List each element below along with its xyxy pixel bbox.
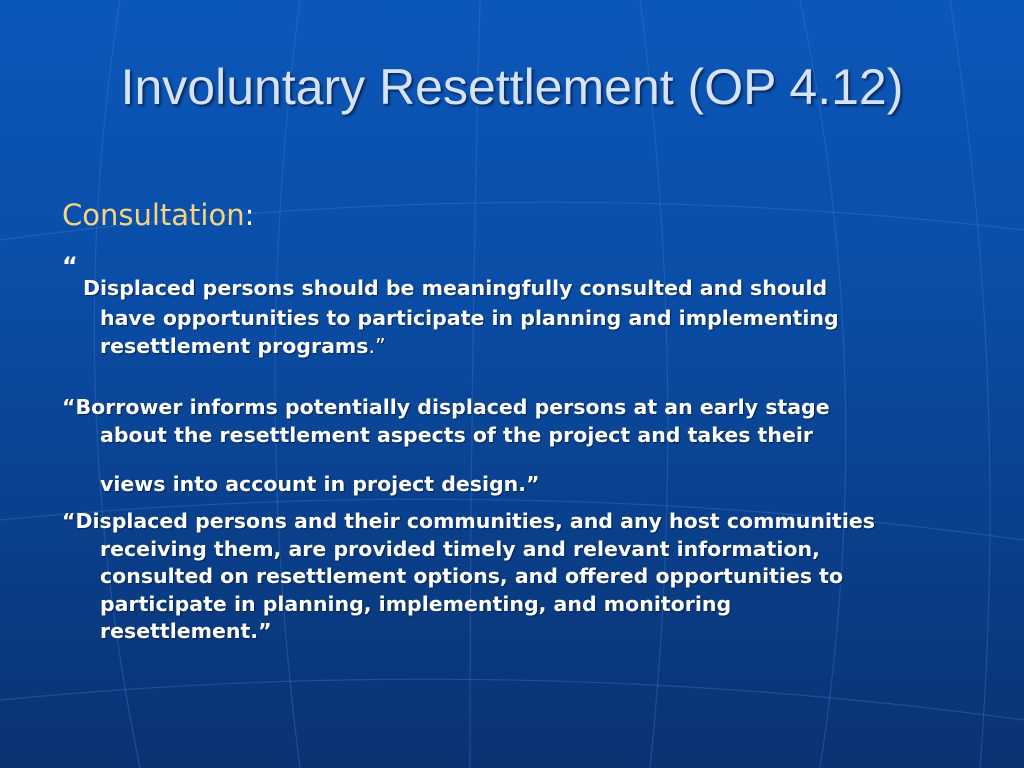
- quote1-line-2: have opportunities to participate in planning and implementing: [100, 306, 839, 330]
- section-heading-text: Consultation: [62, 198, 245, 232]
- quote3-line-2: receiving them, are provided timely and relevant information,: [100, 536, 820, 561]
- section-heading-colon: :: [244, 198, 255, 232]
- quote1-line-3: [62, 333, 972, 359]
- quote-borrower-informs: [62, 393, 972, 498]
- quote2-line-2: about the resettlement aspects of the project and takes their: [100, 423, 813, 447]
- quote1-line-1: Displaced persons should be meaningfully consulted and should: [83, 276, 828, 300]
- quote2-line-3: views into account in project design.”: [100, 472, 540, 496]
- quote3-line-4: participate in planning, implementing, and monitoring: [100, 591, 732, 616]
- quote3-line-3: consulted on resettlement options, and offered opportunities to: [100, 564, 844, 588]
- quote-consulted: [62, 273, 972, 359]
- quote1-close-mark: .”: [368, 334, 386, 358]
- quote-communities-informed: [62, 508, 972, 646]
- quote3-line-5: resettlement.”: [100, 619, 272, 643]
- quote2-line-1: “Borrower informs potentially displaced persons at an early stage: [62, 395, 830, 419]
- slide-title: Involuntary Resettlement (OP 4.12): [120, 59, 904, 115]
- quote3-line-1: “Displaced persons and their communities, and any host communities: [62, 509, 875, 533]
- section-heading: [62, 200, 254, 232]
- quote1-line-3-text: resettlement programs: [100, 334, 369, 358]
- quote1-open-mark: “: [62, 252, 78, 280]
